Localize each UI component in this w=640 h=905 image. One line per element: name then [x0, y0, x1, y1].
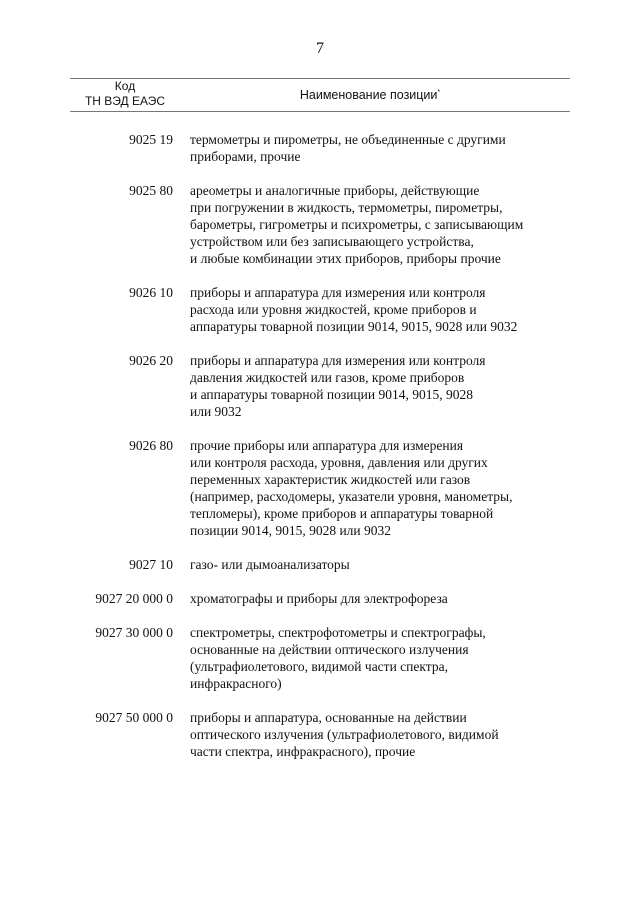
- row-description: [190, 590, 570, 607]
- description-line: приборы и аппаратура для измерения или контроля: [190, 285, 486, 300]
- table-row: [0, 624, 640, 692]
- description-line: (например, расходомеры, указатели уровня, манометры,: [190, 489, 513, 504]
- description-line: (ультрафиолетового, видимой части спектра,: [190, 659, 448, 674]
- table-header: [70, 78, 570, 112]
- table-row: [0, 437, 640, 539]
- description-line: газо- или дымоанализаторы: [190, 557, 350, 572]
- row-code: 9025 80: [129, 183, 173, 198]
- row-description: [190, 182, 570, 267]
- header-code-column: [70, 79, 180, 109]
- table-row: [0, 352, 640, 420]
- row-code: 9027 20 000 0: [95, 591, 173, 606]
- description-line: или 9032: [190, 404, 242, 419]
- row-code: 9026 80: [129, 438, 173, 453]
- row-code: 9026 10: [129, 285, 173, 300]
- description-line: части спектра, инфракрасного), прочие: [190, 744, 416, 759]
- description-line: и аппаратуры товарной позиции 9014, 9015, 9028: [190, 387, 473, 402]
- table-row: [0, 131, 640, 165]
- description-line: переменных характеристик жидкостей или газов: [190, 472, 471, 487]
- description-line: хроматографы и приборы для электрофореза: [190, 591, 448, 606]
- description-line: барометры, гигрометры и психрометры, с записывающим: [190, 217, 524, 232]
- description-line: давления жидкостей или газов, кроме приборов: [190, 370, 465, 385]
- table-body: [0, 131, 640, 777]
- header-code-line1: Код: [114, 79, 136, 93]
- description-line: термометры и пирометры, не объединенные с другими: [190, 132, 506, 147]
- table-row: [0, 182, 640, 267]
- header-footnote-mark: *: [437, 88, 441, 96]
- description-line: ареометры и аналогичные приборы, действующие: [190, 183, 480, 198]
- row-code: 9026 20: [129, 353, 173, 368]
- row-code: 9027 30 000 0: [95, 625, 173, 640]
- description-line: оптического излучения (ультрафиолетового, видимой: [190, 727, 499, 742]
- description-line: аппаратуры товарной позиции 9014, 9015, 9028 или 9032: [190, 319, 518, 334]
- row-description: [190, 131, 570, 165]
- header-code-line2: ТН ВЭД ЕАЭС: [84, 94, 166, 108]
- table-row: [0, 284, 640, 335]
- row-description: [190, 624, 570, 692]
- header-name-column: [250, 88, 490, 102]
- description-line: при погружении в жидкость, термометры, пирометры,: [190, 200, 503, 215]
- row-description: [190, 437, 570, 539]
- row-description: [190, 284, 570, 335]
- description-line: инфракрасного): [190, 676, 282, 691]
- description-line: приборы и аппаратура, основанные на действии: [190, 710, 467, 725]
- table-row: [0, 709, 640, 760]
- description-line: и любые комбинации этих приборов, приборы прочие: [190, 251, 501, 266]
- page-number: 7: [316, 40, 324, 57]
- description-line: приборами, прочие: [190, 149, 301, 164]
- description-line: позиции 9014, 9015, 9028 или 9032: [190, 523, 392, 538]
- description-line: прочие приборы или аппаратура для измерения: [190, 438, 464, 453]
- description-line: тепломеры), кроме приборов и аппаратуры товарной: [190, 506, 494, 521]
- table-row: [0, 590, 640, 607]
- row-code: 9027 50 000 0: [95, 710, 173, 725]
- row-description: [190, 709, 570, 760]
- description-line: основанные на действии оптического излучения: [190, 642, 469, 657]
- row-code: 9025 19: [129, 132, 173, 147]
- row-description: [190, 556, 570, 573]
- description-line: устройством или без записывающего устройства,: [190, 234, 474, 249]
- row-code: 9027 10: [129, 557, 173, 572]
- header-name-label: Наименование позиции: [299, 88, 438, 102]
- table-row: [0, 556, 640, 573]
- description-line: приборы и аппаратура для измерения или контроля: [190, 353, 486, 368]
- row-description: [190, 352, 570, 420]
- description-line: расхода или уровня жидкостей, кроме приборов и: [190, 302, 477, 317]
- description-line: или контроля расхода, уровня, давления или других: [190, 455, 488, 470]
- description-line: спектрометры, спектрофотометры и спектрографы,: [190, 625, 486, 640]
